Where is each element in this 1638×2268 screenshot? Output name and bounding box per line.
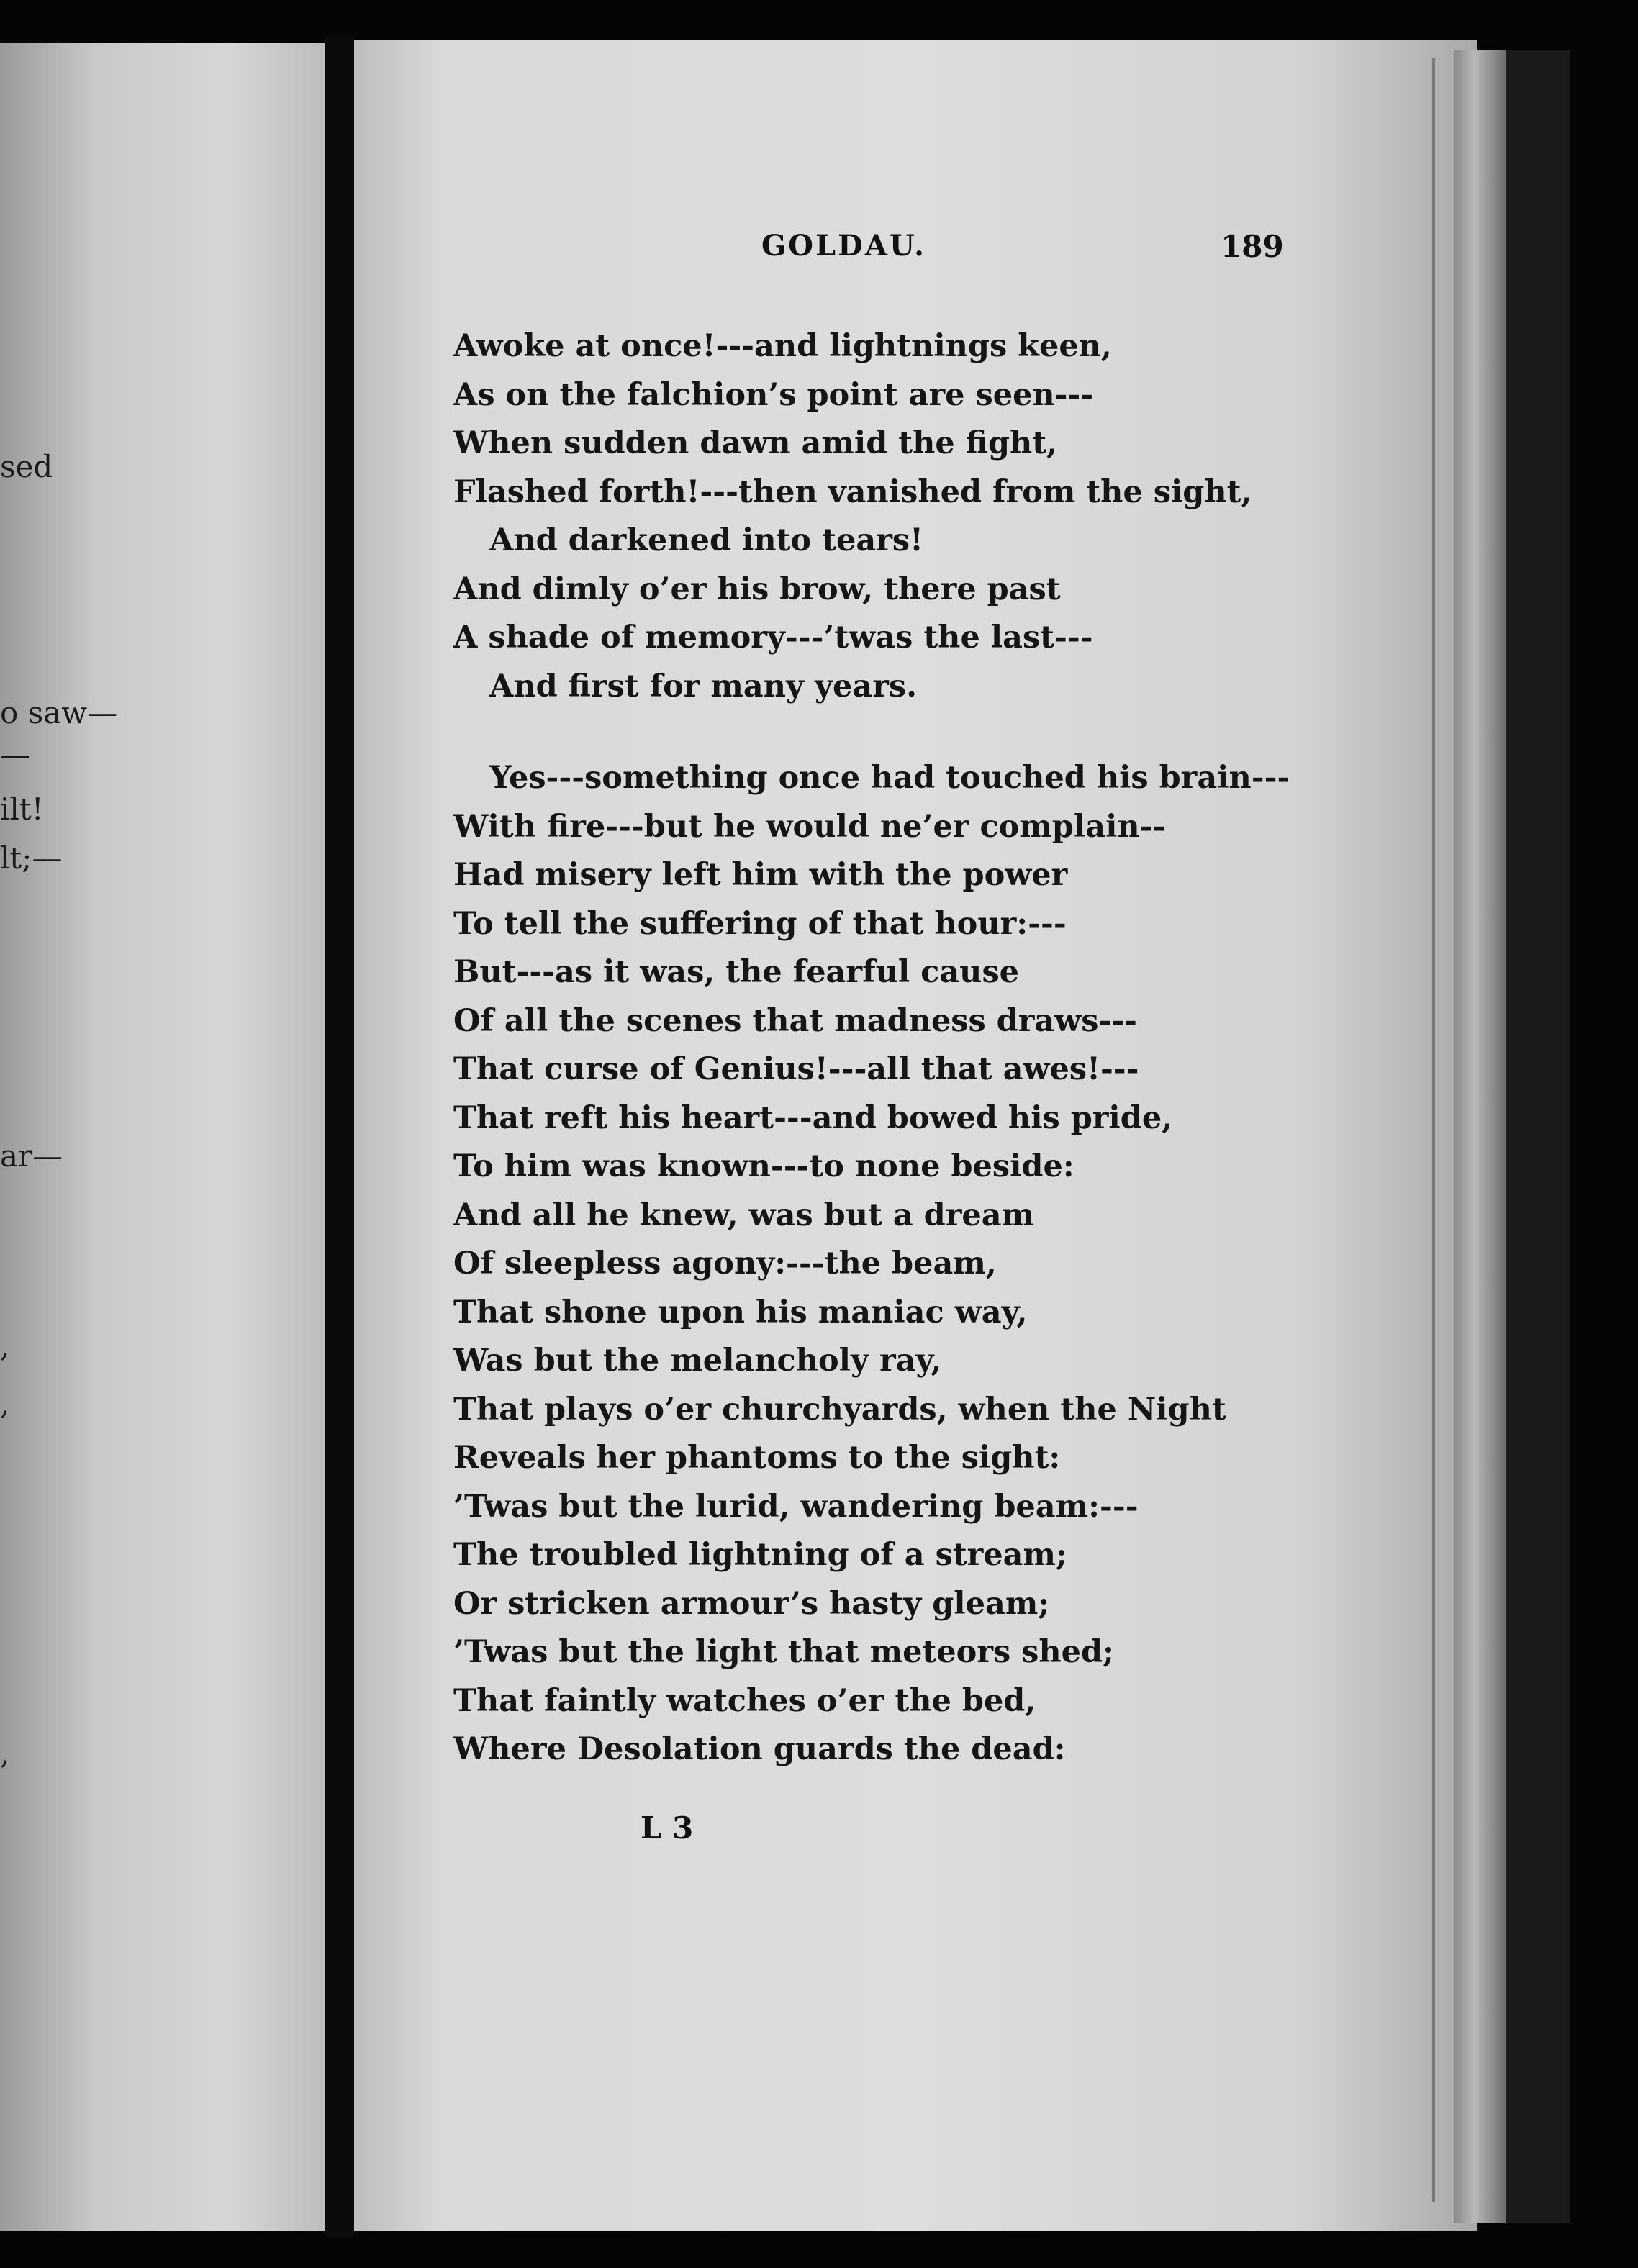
poem-line: And first for many years. — [489, 668, 918, 704]
signature-mark: L 3 — [641, 1810, 694, 1846]
poem-line: Had misery left him with the power — [453, 857, 1068, 893]
poem-line: And darkened into tears! — [489, 522, 923, 558]
poem-line: Was but the melancholy ray, — [453, 1343, 942, 1379]
page-edge — [1454, 50, 1506, 2223]
poem-line: Of all the scenes that madness draws--- — [453, 1002, 1138, 1039]
left-page-fragment: ar— — [0, 1138, 63, 1174]
poem-line: That shone upon his maniac way, — [453, 1294, 1028, 1330]
poem-line: With fire---but he would ne’er complain-- — [453, 808, 1166, 845]
poem-text — [453, 322, 1290, 1774]
poem-line: Flashed forth!---then vanished from the sight, — [453, 473, 1252, 510]
left-facing-page — [0, 43, 325, 2231]
poem-line: ’Twas but the lurid, wandering beam:--- — [453, 1488, 1139, 1525]
poem-line: The troubled lightning of a stream; — [453, 1537, 1067, 1573]
poem-line: That curse of Genius!---all that awes!--- — [453, 1051, 1139, 1087]
running-title: GOLDAU. — [761, 229, 926, 263]
poem-line: As on the falchion’s point are seen--- — [453, 376, 1094, 413]
poem-line: And all he knew, was but a dream — [453, 1197, 1035, 1233]
poem-line: Yes---something once had touched his brain--- — [489, 760, 1290, 796]
poem-line: To tell the suffering of that hour:--- — [453, 905, 1067, 942]
left-page-fragment: lt;— — [0, 840, 63, 876]
left-page-fragment: , — [0, 1328, 10, 1364]
poem-line: When sudden dawn amid the fight, — [453, 425, 1058, 461]
left-page-fragment: , — [0, 1736, 10, 1771]
book-gutter — [325, 36, 354, 2238]
poem-line: Of sleepless agony:---the beam, — [453, 1246, 997, 1282]
left-page-fragment: — — [0, 737, 30, 772]
scan-border — [1506, 50, 1570, 2223]
poem-line: That plays o’er churchyards, when the Night — [453, 1391, 1226, 1428]
poem-line: And dimly o’er his brow, there past — [453, 571, 1061, 607]
poem-line: Where Desolation guards the dead: — [453, 1731, 1066, 1767]
poem-line: A shade of memory---’twas the last--- — [453, 620, 1093, 656]
poem-line: Awoke at once!---and lightnings keen, — [453, 328, 1112, 364]
left-page-fragment: o saw— — [0, 695, 118, 730]
left-page-fragment: , — [0, 1386, 10, 1421]
page-fold-line — [1432, 58, 1435, 2202]
poem-line: Or stricken armour’s hasty gleam; — [453, 1585, 1050, 1622]
poem-line: That faintly watches o’er the bed, — [453, 1682, 1036, 1719]
poem-line: To him was known---to none beside: — [453, 1148, 1074, 1184]
poem-line: That reft his heart---and bowed his pride, — [453, 1099, 1173, 1136]
left-page-fragment: sed — [0, 449, 53, 484]
poem-line: Reveals her phantoms to the sight: — [453, 1440, 1061, 1476]
poem-line: ’Twas but the light that meteors shed; — [453, 1634, 1114, 1670]
left-page-fragment: ilt! — [0, 791, 44, 827]
page-number: 189 — [1221, 229, 1284, 264]
poem-line: But---as it was, the fearful cause — [453, 954, 1020, 990]
